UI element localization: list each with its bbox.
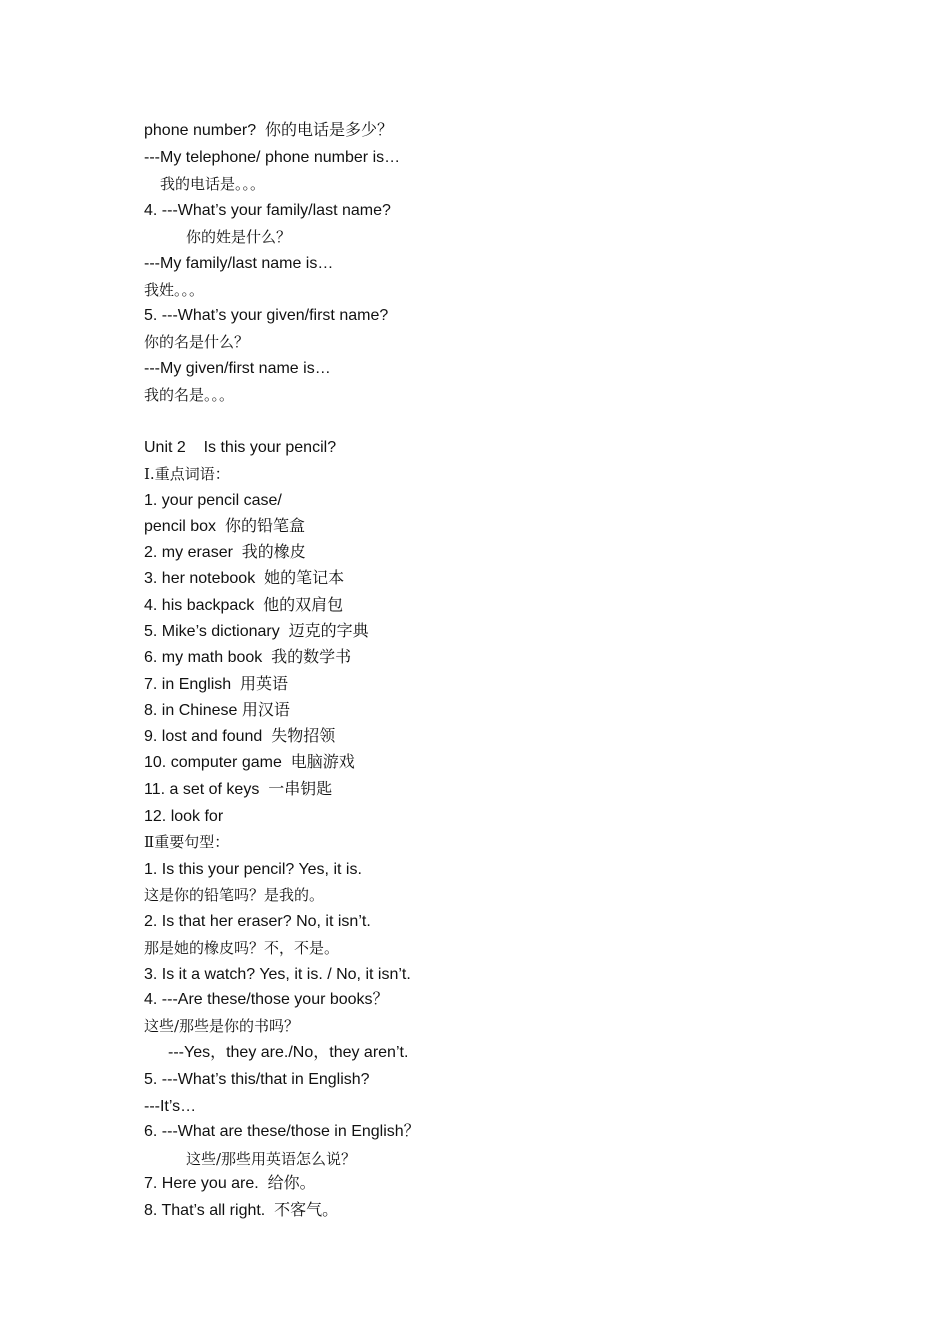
sentence-line: 4. ---Are these/those your books？ — [144, 991, 389, 1008]
vocab-item: 12. look for — [144, 808, 224, 825]
section-heading: Ⅱ重要句型： — [144, 833, 230, 851]
text-line: 4. ---What’s your family/last name? — [144, 202, 391, 219]
sentence-line: 5. ---What’s this/that in English? — [144, 1071, 370, 1088]
sentence-line: 这是你的铅笔吗？是我的。 — [144, 886, 325, 904]
sentence-line: 这些/那些用英语怎么说？ — [186, 1150, 357, 1168]
text-line: 5. ---What’s your given/first name? — [144, 307, 389, 324]
vocab-item: 7. in English 用英语 — [144, 676, 289, 693]
sentence-line: ---Yes，they are./No，they aren’t. — [168, 1044, 409, 1061]
unit-title: Unit 2 Is this your pencil? — [144, 439, 337, 456]
sentence-line: ---It’s… — [144, 1098, 197, 1115]
vocab-item: 4. his backpack 他的双肩包 — [144, 597, 344, 614]
sentence-line: 3. Is it a watch? Yes, it is. / No, it isn’t. — [144, 966, 411, 983]
vocab-item: 10. computer game 电脑游戏 — [144, 754, 355, 771]
text-line: 我的电话是。。。 — [160, 175, 266, 193]
vocab-item: 11. a set of keys 一串钥匙 — [144, 781, 333, 798]
text-line: ---My telephone/ phone number is… — [144, 149, 401, 166]
text-line: 你的名是什么？ — [144, 333, 250, 351]
vocab-item: 1. your pencil case/ — [144, 492, 282, 509]
text-line: ---My family/last name is… — [144, 255, 334, 272]
sentence-line: 1. Is this your pencil? Yes, it is. — [144, 861, 362, 878]
section-heading: Ⅰ.重点词语： — [144, 465, 230, 483]
vocab-item: 2. my eraser 我的橡皮 — [144, 544, 306, 561]
vocab-item: 3. her notebook 她的笔记本 — [144, 570, 345, 587]
sentence-line: 8. That’s all right. 不客气。 — [144, 1202, 339, 1219]
vocab-item: 8. in Chinese 用汉语 — [144, 702, 290, 719]
sentence-line: 6. ---What are these/those in English？ — [144, 1123, 420, 1140]
text-line: phone number? 你的电话是多少？ — [144, 122, 393, 139]
text-line: 我姓。。。 — [144, 281, 205, 299]
vocab-item: pencil box 你的铅笔盒 — [144, 518, 305, 535]
sentence-line: 7. Here you are. 给你。 — [144, 1175, 316, 1192]
sentence-line: 这些/那些是你的书吗？ — [144, 1017, 300, 1035]
sentence-line: 2. Is that her eraser? No, it isn’t. — [144, 913, 371, 930]
sentence-line: 那是她的橡皮吗？不，不是。 — [144, 939, 340, 957]
text-line: 我的名是。。。 — [144, 386, 235, 404]
vocab-item: 9. lost and found 失物招领 — [144, 728, 336, 745]
vocab-item: 5. Mike’s dictionary 迈克的字典 — [144, 623, 369, 640]
vocab-item: 6. my math book 我的数学书 — [144, 649, 352, 666]
text-line: 你的姓是什么？ — [186, 228, 292, 246]
text-line: ---My given/first name is… — [144, 360, 331, 377]
